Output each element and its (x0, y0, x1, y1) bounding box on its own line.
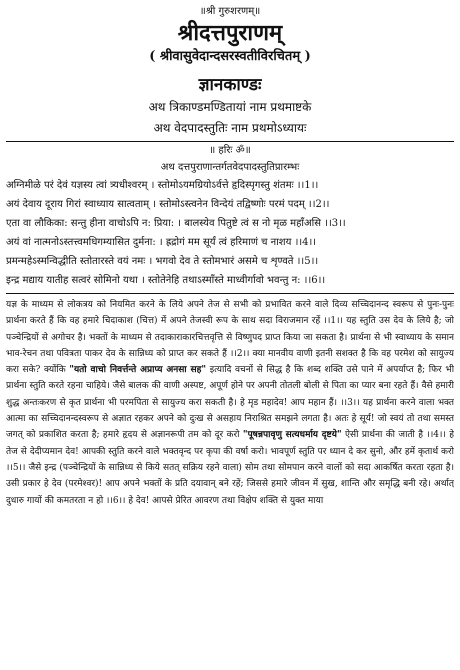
verse-text: अयं देवाय दूराय गिरां स्वाध्याय सात्वताम् । स्तोमोऽस्त्वनेन विन्देयं तद्विष्णोः परमं पदम् ।।2।। (6, 199, 330, 210)
section-heading: ज्ञानकाण्डः (198, 75, 262, 95)
invocation-line: ॥श्री गुरुशरणम्॥ (199, 6, 261, 17)
verse-text: एता वा लौकिका: सन्तु हीना वाचोऽपि न: प्रिया: । बालस्येव पितुष्टे त्वं स नो मृळ महाँअसि ।।3।। (6, 218, 346, 229)
verse-line (6, 271, 454, 290)
verse-line (6, 195, 454, 214)
verse-line (6, 176, 454, 195)
commentary-quote: "पूषन्नपावृणु सत्यधर्माय दृष्टये" (242, 430, 342, 441)
verse-text: इन्द्र मद्याय यातीह सत्वरं सोमिनो यथा । स्तोतेनेहि तथाऽस्माँस्ते माध्वीर्गावो भवन्तु न: ।।6।। (6, 275, 326, 286)
intro-line: अथ दत्तपुराणान्तर्गतवेदपादस्तुतिप्रारम्भः (160, 162, 300, 173)
chapter-line-2: अथ वेदपादस्तुतिः नाम प्रथमोऽध्यायः (153, 121, 307, 135)
commentary-quote: "यतो वाचो निवर्त्तन्ते अप्राप्य अनसा सह" (69, 365, 207, 376)
commentary-text: इत्यादि वचनों से सिद्ध है कि शब्द शक्ति उसे पाने में अपर्याप्त है; फिर भी प्रार्थना स्तुति करते रहना चाहिये। जैसे बालक की वाणी अस्पष्ट, अपूर्ण होने पर अपनी तोतली बोली से पिता का प्यार बना रहते हैं। वैसे हमारी शुद्ध अन्तःकरण से कृत प्रार्थना भी परमपिता से सायुज्य करा सकती है। हे मृड महादेव! आप महान हैं। ।।3।। यह प्रार्थना करने वाला भक्त आत्मा का सच्चिदानन्दस्वरूप से अज्ञात रहकर अपने को दुःख से असहाय निराश्रित समझने लगता है। अतः हे सूर्य! जो स्वयं तो तथा समस्त जगत् को प्रकाशित करता है; हमारे हृदय से अज्ञानरूपी तम को दूर करो (6, 365, 454, 441)
chapter-line-1: अथ त्रिकाण्डमण्डितायां नाम प्रथमाष्टके (148, 100, 312, 114)
verse-line (6, 233, 454, 252)
invocation-hari: ॥ हरिः ॐ॥ (209, 145, 251, 156)
verse-text: अयं वां नात्मनोऽस्तत्त्वमधिगम्यासित दुर्मना: । ह्रद्रोगं मम सूर्यं त्वं हरिमाणं च नाशय ।।4।। (6, 237, 317, 248)
document-page (0, 5, 460, 670)
commentary-text: यज्ञ के माध्यम से लोकत्रय को नियमित करने के लिये अपने तेज से सभी को प्रभावित करने वाले दिव्य सच्चिदानन्द स्वरूप से पुनः-पुनः प्रार्थना करते हैं कि वह हमारे चिदाकाश (चित्त) में अपने तेजस्वी रूप के साथ सदा विराजमान रहें ।।1।। यह स्तुति उस देव के लिये है; जो पञ्चेन्द्रियों से अगोचर है। भक्तों के माध्यम से तदाकाराकारचित्तवृत्ति से विष्णुपद प्राप्त किया जा सकता है। प्रार्थना से भी स्वाध्याय के समान भाव-रेचन तथा पवित्रता पाकर देव के सान्निध्य को प्राप्त कर सकते हैं ।।2।। क्या मानवीय वाणी इतनी सशक्त है कि वह परमेश को सायुज्य करा सके? क्योंकि (6, 300, 454, 376)
verse-text: अग्निमीळे परं देवं यज्ञस्य त्वां त्र्यधीश्वरम् । स्तोमोऽयमग्रियोऽर्वत्ते हृदिस्पृगस्तु शंतमः ।।1।। (6, 180, 319, 191)
commentary-text: ऐसी प्रार्थना की जाती है ।।4।। हे तेज से देदीप्यमान देव! आपकी स्तुति करने वाले भक्तवृन्द पर कृपा की वर्षा करो। भावपूर्ण स्तुति पर ध्यान दे कर सुनो, और हमें कृतार्थ करो ।।5।। जैसे इन्द्र (पञ्चेन्द्रियों के सान्निध्य से किये सतत् सक्रिय रहने वाला) सोम तथा सोमपान करने वालों को सदा आकर्षित करता रहता है। उसी प्रकार हे देव (परमेश्वर)! आप अपने भक्तों के प्रति दयावान् बने रहें; जिससे हमारे जीवन में सुख, शान्ति और समृद्धि बनी रहे। अर्थात् दुधारु गायों की कमतरता न हो ।।6।। हे देव! आपसे प्रेरित आवरण तथा विक्षेप शक्ति से युक्त माया (6, 430, 454, 506)
verse-text: प्रमन्महेऽस्मन्विद्धीति स्तोतारस्ते वयं नमः । भगवो देव ते स्तोमभारं असमे च शृण्वते ।।5।। (6, 256, 319, 267)
page-title: श्रीदत्तपुराणम् (177, 20, 283, 46)
verse-divider (6, 293, 454, 294)
commentary-paragraph (6, 297, 454, 642)
author-subtitle: ( श्रीवासुवेदान्दसरस्वतीविरचितम् ) (149, 49, 311, 64)
verse-line (6, 252, 454, 271)
verse-line (6, 214, 454, 233)
verse-list (6, 176, 454, 290)
